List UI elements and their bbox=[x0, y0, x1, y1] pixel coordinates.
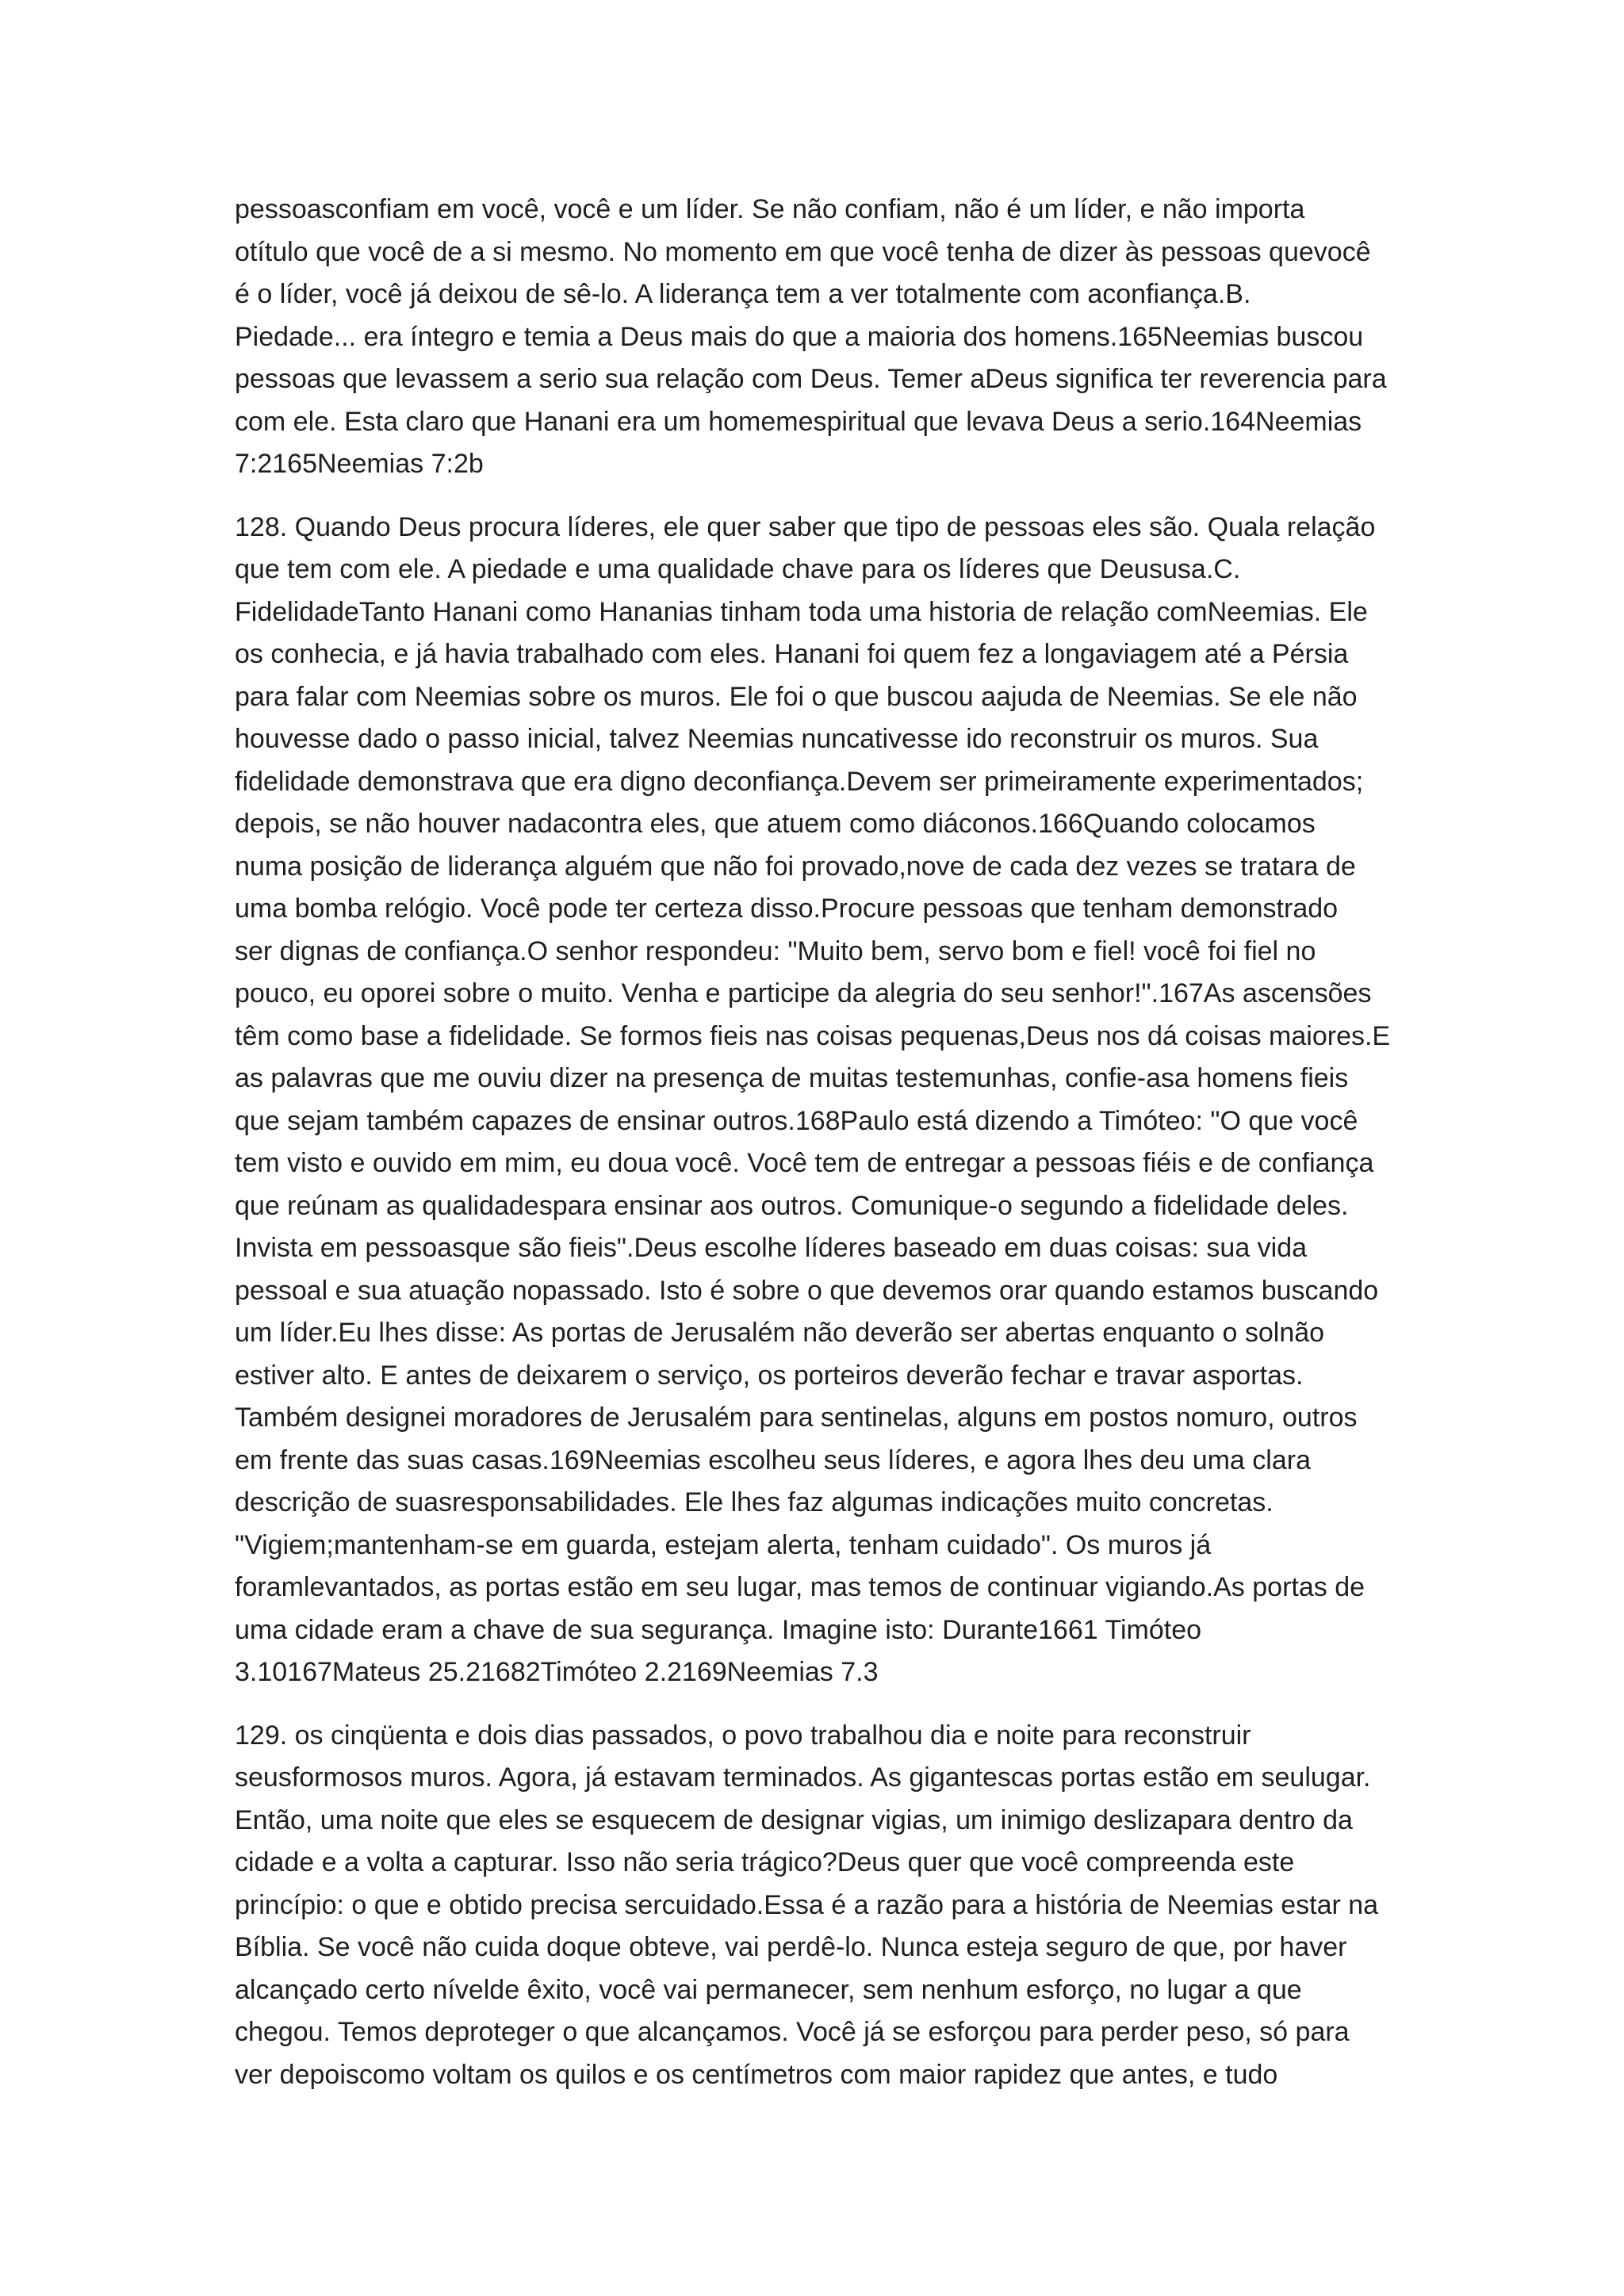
text-line: é o líder, você já deixou de sê-lo. A liderança tem a ver totalmente com aconfiança.B. bbox=[235, 279, 1251, 309]
text-line: houvesse dado o passo inicial, talvez Neemias nuncativesse ido reconstruir os muros. Sua bbox=[235, 724, 1319, 754]
text-line: em frente das suas casas.169Neemias escolheu seus líderes, e agora lhes deu uma clara bbox=[235, 1445, 1311, 1475]
text-line: tem visto e ouvido em mim, eu doua você. Você tem de entregar a pessoas fiéis e de confiança bbox=[235, 1148, 1374, 1178]
text-line: seusformosos muros. Agora, já estavam terminados. As gigantescas portas estão em seulugar. bbox=[235, 1762, 1371, 1793]
text-line: 7:2165Neemias 7:2b bbox=[235, 449, 484, 479]
text-line: foramlevantados, as portas estão em seu lugar, mas temos de continuar vigiando.As portas de bbox=[235, 1572, 1365, 1602]
text-line: Então, uma noite que eles se esquecem de designar vigias, um inimigo deslizapara dentro da bbox=[235, 1804, 1353, 1835]
text-line: Bíblia. Se você não cuida doque obteve, vai perdê-lo. Nunca esteja seguro de que, por haver bbox=[235, 1932, 1347, 1962]
text-line: 128. Quando Deus procura líderes, ele quer saber que tipo de pessoas eles são. Quala relação bbox=[235, 511, 1376, 542]
text-line: cidade e a volta a capturar. Isso não seria trágico?Deus quer que você compreenda este bbox=[235, 1847, 1295, 1877]
text-line: que tem com ele. A piedade e uma qualidade chave para os líderes que Deususa.C. bbox=[235, 554, 1241, 584]
text-line: ver depoiscomo voltam os quilos e os centímetros com maior rapidez que antes, e tudo bbox=[235, 2059, 1278, 2090]
paragraph bbox=[235, 189, 1408, 486]
document-body bbox=[235, 189, 1408, 2117]
text-line: Invista em pessoasque são fieis".Deus escolhe líderes baseado em duas coisas: sua vida bbox=[235, 1233, 1308, 1263]
text-line: com ele. Esta claro que Hanani era um homemespiritual que levava Deus a serio.164Neemias bbox=[235, 406, 1362, 437]
text-line: descrição de suasresponsabilidades. Ele lhes faz algumas indicações muito concretas. bbox=[235, 1487, 1274, 1517]
text-line: depois, se não houver nadacontra eles, que atuem como diáconos.166Quando colocamos bbox=[235, 809, 1316, 839]
text-line: uma bomba relógio. Você pode ter certeza disso.Procure pessoas que tenham demonstrado bbox=[235, 894, 1339, 924]
paragraph bbox=[235, 1715, 1408, 2097]
text-line: fidelidade demonstrava que era digno deconfiança.Devem ser primeiramente experimentados; bbox=[235, 766, 1364, 797]
text-line: um líder.Eu lhes disse: As portas de Jerusalém não deverão ser abertas enquanto o solnão bbox=[235, 1318, 1325, 1348]
text-line: têm como base a fidelidade. Se formos fieis nas coisas pequenas,Deus nos dá coisas maiores.E bbox=[235, 1020, 1391, 1051]
text-line: para falar com Neemias sobre os muros. Ele foi o que buscou aajuda de Neemias. Se ele não bbox=[235, 681, 1358, 712]
text-line: pouco, eu oporei sobre o muito. Venha e participe da alegria do seu senhor!".167As ascensões bbox=[235, 978, 1372, 1008]
text-line: FidelidadeTanto Hanani como Hananias tinham toda uma historia de relação comNeemias. Ele bbox=[235, 596, 1368, 627]
text-line: 3.10167Mateus 25.21682Timóteo 2.2169Neemias 7.3 bbox=[235, 1657, 879, 1687]
text-line: os conhecia, e já havia trabalhado com eles. Hanani foi quem fez a longaviagem até a Pérsia bbox=[235, 639, 1349, 669]
text-line: que reúnam as qualidadespara ensinar aos outros. Comunique-o segundo a fidelidade deles. bbox=[235, 1190, 1349, 1221]
paragraph bbox=[235, 507, 1408, 1694]
text-line: as palavras que me ouviu dizer na presença de muitas testemunhas, confie-asa homens fieis bbox=[235, 1063, 1349, 1093]
text-line: Também designei moradores de Jerusalém para sentinelas, alguns em postos nomuro, outros bbox=[235, 1402, 1358, 1433]
text-line: pessoal e sua atuação nopassado. Isto é sobre o que devemos orar quando estamos buscando bbox=[235, 1275, 1379, 1306]
text-line: pessoasconfiam em você, você e um líder. Se não confiam, não é um líder, e não importa bbox=[235, 194, 1305, 224]
text-line: Piedade... era íntegro e temia a Deus mais do que a maioria dos homens.165Neemias buscou bbox=[235, 321, 1364, 352]
text-line: ser dignas de confiança.O senhor respondeu: "Muito bem, servo bom e fiel! você foi fiel no bbox=[235, 936, 1316, 966]
text-line: numa posição de liderança alguém que não foi provado,nove de cada dez vezes se tratara de bbox=[235, 851, 1356, 882]
text-line: "Vigiem;mantenham-se em guarda, estejam alerta, tenham cuidado". Os muros já bbox=[235, 1529, 1212, 1560]
text-line: chegou. Temos deproteger o que alcançamos. Você já se esforçou para perder peso, só para bbox=[235, 2017, 1350, 2047]
text-line: alcançado certo nívelde êxito, você vai permanecer, sem nenhum esforço, no lugar a que bbox=[235, 1974, 1302, 2005]
text-line: 129. os cinqüenta e dois dias passados, o povo trabalhou dia e noite para reconstruir bbox=[235, 1720, 1251, 1751]
text-line: princípio: o que e obtido precisa sercuidado.Essa é a razão para a história de Neemias estar na bbox=[235, 1889, 1379, 1920]
text-line: estiver alto. E antes de deixarem o serviço, os porteiros deverão fechar e travar asportas. bbox=[235, 1360, 1304, 1391]
text-line: pessoas que levassem a serio sua relação com Deus. Temer aDeus significa ter reverencia para bbox=[235, 364, 1387, 394]
text-line: uma cidade eram a chave de sua segurança. Imagine isto: Durante1661 Timóteo bbox=[235, 1614, 1202, 1645]
text-line: otítulo que você de a si mesmo. No momento em que você tenha de dizer às pessoas quevocê bbox=[235, 236, 1371, 267]
text-line: que sejam também capazes de ensinar outros.168Paulo está dizendo a Timóteo: "O que você bbox=[235, 1105, 1358, 1136]
